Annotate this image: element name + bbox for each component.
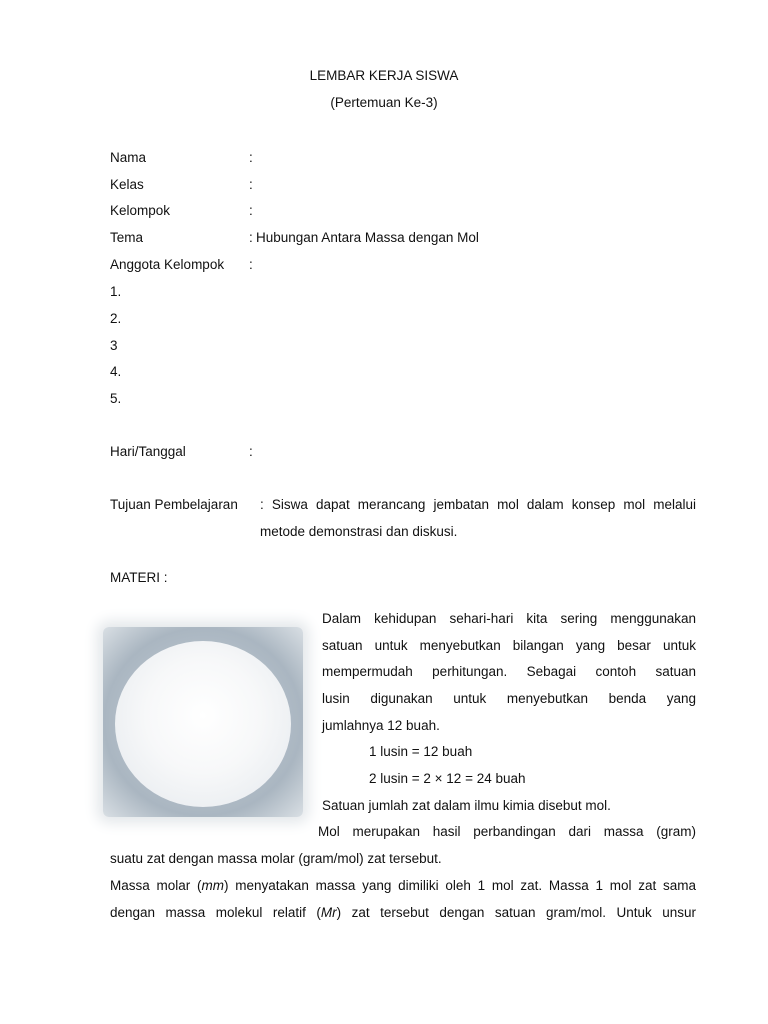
field-colon: : bbox=[249, 150, 253, 165]
goal-text-line: : Siswa dapat merancang jembatan mol dalam konsep mol melalui bbox=[260, 497, 696, 512]
materi-line: satuan untuk menyebutkan bilangan yang besar untuk bbox=[322, 638, 696, 653]
text-run-italic: mm bbox=[201, 878, 225, 893]
materi-line: Dalam kehidupan sehari-hari kita sering menggunakan bbox=[322, 611, 696, 626]
member-number: 3 bbox=[110, 338, 118, 353]
field-label: Kelas bbox=[110, 177, 144, 192]
text-run: dengan massa molekul relatif ( bbox=[110, 905, 321, 920]
member-number: 4. bbox=[110, 364, 122, 379]
member-number: 5. bbox=[110, 391, 122, 406]
page-title: LEMBAR KERJA SISWA bbox=[309, 68, 459, 83]
goal-text-line: metode demonstrasi dan diskusi. bbox=[260, 524, 458, 539]
materi-line bbox=[110, 905, 696, 920]
text-run: ) zat tersebut dengan satuan gram/mol. Untuk unsur bbox=[336, 905, 697, 920]
field-colon: : bbox=[249, 203, 253, 218]
salt-mound bbox=[115, 641, 291, 807]
materi-heading: MATERI : bbox=[110, 570, 168, 585]
materi-line: Mol merupakan hasil perbandingan dari massa (gram) bbox=[318, 824, 696, 839]
member-number: 1. bbox=[110, 284, 122, 299]
materi-line: lusin digunakan untuk menyebutkan benda yang bbox=[322, 691, 696, 706]
field-colon: : bbox=[249, 230, 253, 245]
materi-line: jumlahnya 12 buah. bbox=[322, 718, 440, 733]
field-colon: : bbox=[249, 257, 253, 272]
equation-line: 2 lusin = 2 × 12 = 24 buah bbox=[369, 771, 526, 786]
field-label: Hari/Tanggal bbox=[110, 444, 186, 459]
text-run: ) menyatakan massa yang dimiliki oleh 1 mol zat. Massa 1 mol zat sama bbox=[224, 878, 696, 893]
field-label: Anggota Kelompok bbox=[110, 257, 225, 272]
member-number: 2. bbox=[110, 311, 122, 326]
field-colon: : bbox=[249, 177, 253, 192]
field-label: Tema bbox=[110, 230, 144, 245]
materi-line: Satuan jumlah zat dalam ilmu kimia disebut mol. bbox=[322, 798, 611, 813]
text-run-italic: Mr bbox=[320, 905, 337, 920]
field-colon: : bbox=[249, 444, 253, 459]
text-run: Massa molar ( bbox=[110, 878, 202, 893]
equation-line: 1 lusin = 12 buah bbox=[369, 744, 473, 759]
field-value: Hubungan Antara Massa dengan Mol bbox=[256, 230, 479, 245]
salt-pile-image bbox=[103, 627, 303, 817]
field-label: Kelompok bbox=[110, 203, 171, 218]
materi-line: mempermudah perhitungan. Sebagai contoh satuan bbox=[322, 664, 696, 679]
page-subtitle: (Pertemuan Ke-3) bbox=[330, 95, 438, 110]
field-label: Nama bbox=[110, 150, 147, 165]
materi-line bbox=[110, 878, 696, 893]
goal-label: Tujuan Pembelajaran bbox=[110, 497, 238, 512]
materi-line: suatu zat dengan massa molar (gram/mol) zat tersebut. bbox=[110, 851, 442, 866]
